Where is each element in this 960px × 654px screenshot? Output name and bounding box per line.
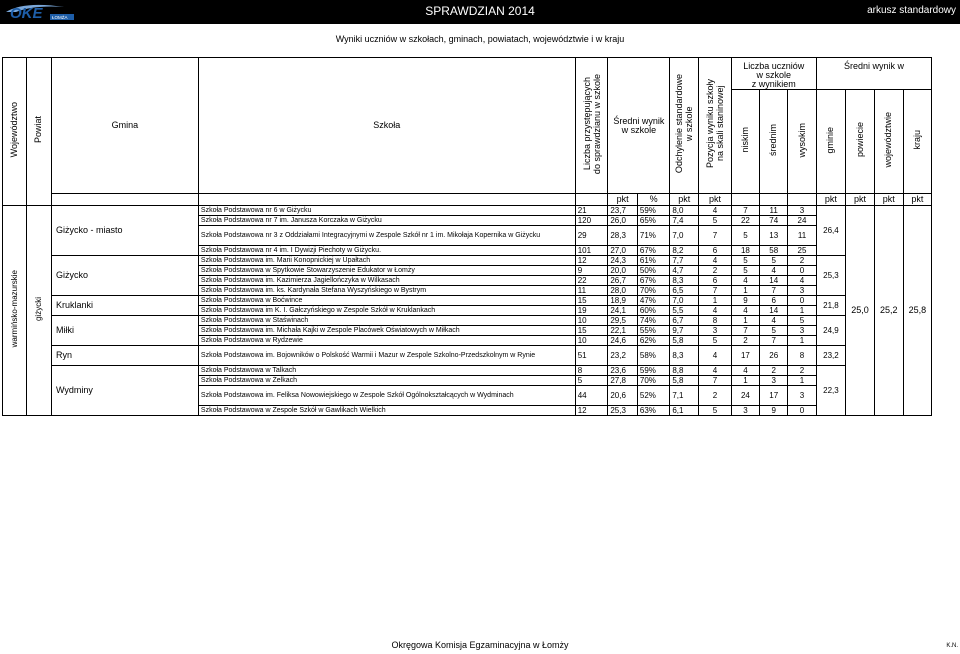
- cell-odchylenie: 6,1: [670, 406, 699, 416]
- cell-odchylenie: 5,5: [670, 306, 699, 316]
- cell-liczba: 21: [575, 206, 608, 216]
- cell-sredni-pct: 60%: [637, 306, 669, 316]
- cell-srednim: 74: [760, 216, 788, 226]
- cell-sredni-pct: 59%: [637, 366, 669, 376]
- cell-szkola: Szkoła Podstawowa im. Feliksa Nowowiejskiego w Zespole Szkół Ogólnokształcących w Wydminach: [198, 386, 575, 406]
- cell-wysokim: 3: [788, 286, 816, 296]
- cell-odchylenie: 5,8: [670, 376, 699, 386]
- cell-sredni-pct: 70%: [637, 286, 669, 296]
- cell-sredni-pkt: 24,3: [608, 256, 638, 266]
- cell-liczba: 11: [575, 286, 608, 296]
- cell-sredni-pct: 71%: [637, 226, 669, 246]
- cell-srednim: 2: [760, 366, 788, 376]
- cell-niskim: 4: [731, 366, 759, 376]
- cell-gmina: Giżycko - miasto: [51, 206, 198, 256]
- cell-stanin: 4: [699, 346, 732, 366]
- cell-stanin: 6: [699, 246, 732, 256]
- cell-wysokim: 0: [788, 266, 816, 276]
- table-row: [3, 206, 960, 216]
- cell-wojewodztwo: warmińsko-mazurskie: [3, 206, 27, 416]
- table-row: [3, 296, 960, 306]
- cell-odchylenie: 9,7: [670, 326, 699, 336]
- table-row: [3, 256, 960, 266]
- cell-sredni-pct: 67%: [637, 246, 669, 256]
- cell-odchylenie: 7,1: [670, 386, 699, 406]
- cell-sredni-pkt: 20,6: [608, 386, 638, 406]
- table-row: [3, 346, 960, 366]
- cell-sredni-pkt: 18,9: [608, 296, 638, 306]
- cell-stanin: 2: [699, 386, 732, 406]
- cell-sredni-pct: 58%: [637, 346, 669, 366]
- cell-odchylenie: 6,5: [670, 286, 699, 296]
- header-bar: [0, 0, 960, 24]
- cell-sredni-pkt: 27,8: [608, 376, 638, 386]
- header-title: SPRAWDZIAN 2014: [425, 4, 535, 18]
- unit-cell-1: %: [637, 194, 669, 206]
- col-liczba-uczniow: Liczba uczniów w szkole z wynikiem: [731, 58, 816, 90]
- cell-liczba: 29: [575, 226, 608, 246]
- cell-srednim: 14: [760, 276, 788, 286]
- cell-niskim: 1: [731, 286, 759, 296]
- cell-wysokim: 24: [788, 216, 816, 226]
- cell-sredni-pkt: 22,1: [608, 326, 638, 336]
- cell-srednim: 4: [760, 266, 788, 276]
- cell-srednim: 58: [760, 246, 788, 256]
- footer-initials: K.N.: [946, 643, 958, 649]
- cell-srednim: 14: [760, 306, 788, 316]
- col-sredni-wynik: Średni wynik w szkole: [608, 58, 670, 194]
- cell-sredni-pct: 47%: [637, 296, 669, 306]
- cell-sredni-pct: 52%: [637, 386, 669, 406]
- col-wojewodztwie: województwie: [874, 90, 903, 194]
- cell-szkola: Szkoła Podstawowa im. Marii Konopnickiej w Upałtach: [198, 256, 575, 266]
- cell-niskim: 1: [731, 376, 759, 386]
- cell-stanin: 4: [699, 306, 732, 316]
- cell-wysokim: 2: [788, 366, 816, 376]
- cell-sredni-pkt: 24,1: [608, 306, 638, 316]
- col-pozycja: Pozycja wyniku szkoły na skali staninowej: [699, 58, 732, 194]
- unit-cell-2: pkt: [670, 194, 699, 206]
- cell-szkola: Szkoła Podstawowa nr 4 im. I Dywizji Piechoty w Giżycku.: [198, 246, 575, 256]
- cell-wysokim: 11: [788, 226, 816, 246]
- cell-odchylenie: 4,7: [670, 266, 699, 276]
- cell-gminie: 21,8: [816, 296, 846, 316]
- cell-odchylenie: 8,3: [670, 276, 699, 286]
- cell-stanin: 8: [699, 316, 732, 326]
- cell-srednim: 26: [760, 346, 788, 366]
- cell-srednim: 6: [760, 296, 788, 306]
- cell-wysokim: 0: [788, 406, 816, 416]
- cell-liczba: 19: [575, 306, 608, 316]
- cell-niskim: 1: [731, 316, 759, 326]
- cell-szkola: Szkoła Podstawowa im. Bojowników o Polskość Warmii i Mazur w Zespole Szkolno-Przedszkolnym w Rynie: [198, 346, 575, 366]
- cell-niskim: 7: [731, 206, 759, 216]
- cell-srednim: 4: [760, 316, 788, 326]
- cell-wynik-kraj: 25,8: [903, 206, 932, 416]
- cell-stanin: 5: [699, 336, 732, 346]
- cell-szkola: Szkoła Podstawowa w Talkach: [198, 366, 575, 376]
- col-wojewodztwo: Województwo: [3, 58, 27, 206]
- cell-szkola: Szkoła Podstawowa w Rydzewie: [198, 336, 575, 346]
- unit-cell-5: [760, 194, 788, 206]
- cell-srednim: 5: [760, 256, 788, 266]
- cell-liczba: 12: [575, 256, 608, 266]
- cell-niskim: 18: [731, 246, 759, 256]
- cell-niskim: 24: [731, 386, 759, 406]
- cell-wysokim: 25: [788, 246, 816, 256]
- cell-wysokim: 3: [788, 326, 816, 336]
- cell-szkola: Szkoła Podstawowa im. Michała Kajki w Zespole Placówek Oświatowych w Miłkach: [198, 326, 575, 336]
- cell-niskim: 4: [731, 276, 759, 286]
- cell-liczba: 101: [575, 246, 608, 256]
- cell-stanin: 7: [699, 376, 732, 386]
- cell-odchylenie: 8,2: [670, 246, 699, 256]
- cell-gmina: Giżycko: [51, 256, 198, 296]
- cell-niskim: 4: [731, 306, 759, 316]
- table-row: [3, 366, 960, 376]
- cell-odchylenie: 5,8: [670, 336, 699, 346]
- cell-odchylenie: 7,4: [670, 216, 699, 226]
- cell-gminie: 25,3: [816, 256, 846, 296]
- cell-gminie: 23,2: [816, 346, 846, 366]
- col-gmina: Gmina: [51, 58, 198, 194]
- cell-szkola: Szkoła Podstawowa w Staświnach: [198, 316, 575, 326]
- cell-gmina: Miłki: [51, 316, 198, 346]
- unit-cell-10: pkt: [903, 194, 932, 206]
- cell-liczba: 10: [575, 316, 608, 326]
- cell-niskim: 5: [731, 256, 759, 266]
- unit-cell-6: [788, 194, 816, 206]
- cell-sredni-pct: 65%: [637, 216, 669, 226]
- header-sheet-type: arkusz standardowy: [867, 5, 956, 16]
- cell-odchylenie: 8,0: [670, 206, 699, 216]
- cell-stanin: 5: [699, 406, 732, 416]
- cell-srednim: 13: [760, 226, 788, 246]
- cell-stanin: 3: [699, 326, 732, 336]
- cell-liczba: 8: [575, 366, 608, 376]
- cell-sredni-pct: 70%: [637, 376, 669, 386]
- cell-srednim: 3: [760, 376, 788, 386]
- col-szkola: Szkoła: [198, 58, 575, 194]
- cell-sredni-pkt: 26,0: [608, 216, 638, 226]
- cell-odchylenie: 8,3: [670, 346, 699, 366]
- cell-niskim: 22: [731, 216, 759, 226]
- unit-cell-7: pkt: [816, 194, 846, 206]
- cell-szkola: Szkoła Podstawowa im. ks. Kardynała Stefana Wyszyńskiego w Bystrym: [198, 286, 575, 296]
- cell-szkola: Szkoła Podstawowa nr 7 im. Janusza Korczaka w Giżycku: [198, 216, 575, 226]
- cell-stanin: 2: [699, 266, 732, 276]
- cell-stanin: 1: [699, 296, 732, 306]
- cell-wysokim: 1: [788, 336, 816, 346]
- cell-stanin: 5: [699, 216, 732, 226]
- cell-sredni-pct: 62%: [637, 336, 669, 346]
- cell-sredni-pkt: 20,0: [608, 266, 638, 276]
- cell-liczba: 15: [575, 296, 608, 306]
- cell-niskim: 2: [731, 336, 759, 346]
- col-gminie: gminie: [816, 90, 846, 194]
- cell-sredni-pkt: 27,0: [608, 246, 638, 256]
- cell-niskim: 7: [731, 326, 759, 336]
- cell-wynik-powiat: 25,0: [846, 206, 875, 416]
- col-odchylenie: Odchylenie standardowe w szkole: [670, 58, 699, 194]
- cell-stanin: 4: [699, 256, 732, 266]
- col-wysokim: wysokim: [788, 90, 816, 194]
- footer-organization: Okręgowa Komisja Egzaminacyjna w Łomży: [391, 640, 569, 650]
- unit-cell-3: pkt: [699, 194, 732, 206]
- cell-liczba: 22: [575, 276, 608, 286]
- col-niskim: niskim: [731, 90, 759, 194]
- cell-wynik-wojewodztwo: 25,2: [874, 206, 903, 416]
- cell-sredni-pct: 50%: [637, 266, 669, 276]
- unit-szkola-blank: [198, 194, 575, 206]
- unit-cell-9: pkt: [874, 194, 903, 206]
- cell-odchylenie: 6,7: [670, 316, 699, 326]
- cell-stanin: 6: [699, 276, 732, 286]
- results-table: [2, 57, 960, 416]
- cell-odchylenie: 7,7: [670, 256, 699, 266]
- cell-gminie: 22,3: [816, 366, 846, 416]
- cell-liczba: 15: [575, 326, 608, 336]
- logo-subtext: ŁOMŻA: [52, 15, 68, 20]
- cell-srednim: 7: [760, 336, 788, 346]
- cell-sredni-pkt: 28,3: [608, 226, 638, 246]
- table-row: [3, 316, 960, 326]
- cell-niskim: 3: [731, 406, 759, 416]
- cell-stanin: 4: [699, 206, 732, 216]
- unit-cell-0: pkt: [608, 194, 638, 206]
- cell-srednim: 5: [760, 326, 788, 336]
- cell-sredni-pkt: 24,6: [608, 336, 638, 346]
- cell-szkola: Szkoła Podstawowa w Boćwince: [198, 296, 575, 306]
- cell-niskim: 9: [731, 296, 759, 306]
- cell-liczba: 12: [575, 406, 608, 416]
- cell-szkola: Szkoła Podstawowa im K. I. Gałczyńskiego w Zespole Szkół w Kruklankach: [198, 306, 575, 316]
- cell-szkola: Szkoła Podstawowa im. Kazimierza Jagiellończyka w Wilkasach: [198, 276, 575, 286]
- unit-cell-8: pkt: [846, 194, 875, 206]
- cell-sredni-pkt: 29,5: [608, 316, 638, 326]
- cell-niskim: 5: [731, 226, 759, 246]
- cell-wysokim: 1: [788, 376, 816, 386]
- cell-sredni-pct: 63%: [637, 406, 669, 416]
- logo-text: OKE: [10, 5, 43, 21]
- cell-szkola: Szkoła Podstawowa nr 6 w Giżycku: [198, 206, 575, 216]
- cell-wysokim: 4: [788, 276, 816, 286]
- cell-odchylenie: 7,0: [670, 296, 699, 306]
- cell-srednim: 17: [760, 386, 788, 406]
- cell-srednim: 11: [760, 206, 788, 216]
- cell-powiat: giżycki: [26, 206, 51, 416]
- cell-sredni-pkt: 28,0: [608, 286, 638, 296]
- cell-odchylenie: 8,8: [670, 366, 699, 376]
- cell-liczba: 120: [575, 216, 608, 226]
- cell-gminie: 26,4: [816, 206, 846, 256]
- cell-gmina: Kruklanki: [51, 296, 198, 316]
- cell-sredni-pkt: 23,7: [608, 206, 638, 216]
- cell-srednim: 7: [760, 286, 788, 296]
- col-liczba: Liczba przystępujących do sprawdzianu w szkole: [575, 58, 608, 194]
- cell-liczba: 5: [575, 376, 608, 386]
- unit-cell-4: [731, 194, 759, 206]
- cell-szkola: Szkoła Podstawowa w Spytkowie Stowarzyszenie Edukator w Łomży: [198, 266, 575, 276]
- cell-gmina: Ryn: [51, 346, 198, 366]
- cell-wysokim: 5: [788, 316, 816, 326]
- unit-gmina-blank: [51, 194, 198, 206]
- cell-liczba: 51: [575, 346, 608, 366]
- cell-stanin: 7: [699, 286, 732, 296]
- cell-sredni-pct: 55%: [637, 326, 669, 336]
- cell-liczba: 9: [575, 266, 608, 276]
- col-sredni-w: Średni wynik w: [816, 58, 932, 90]
- unit-liczba-blank: [575, 194, 608, 206]
- cell-sredni-pkt: 23,2: [608, 346, 638, 366]
- cell-liczba: 10: [575, 336, 608, 346]
- cell-sredni-pct: 61%: [637, 256, 669, 266]
- col-powiecie: powiecie: [846, 90, 875, 194]
- cell-sredni-pct: 59%: [637, 206, 669, 216]
- cell-sredni-pct: 74%: [637, 316, 669, 326]
- cell-niskim: 17: [731, 346, 759, 366]
- cell-wysokim: 8: [788, 346, 816, 366]
- cell-stanin: 4: [699, 366, 732, 376]
- cell-gminie: 24,9: [816, 316, 846, 346]
- cell-stanin: 7: [699, 226, 732, 246]
- cell-srednim: 9: [760, 406, 788, 416]
- cell-szkola: Szkoła Podstawowa w Żelkach: [198, 376, 575, 386]
- cell-gmina: Wydminy: [51, 366, 198, 416]
- cell-wysokim: 0: [788, 296, 816, 306]
- cell-sredni-pkt: 25,3: [608, 406, 638, 416]
- col-srednim: średnim: [760, 90, 788, 194]
- cell-szkola: Szkoła Podstawowa nr 3 z Oddziałami Integracyjnymi w Zespole Szkół nr 1 im. Mikołaja Kopernika w Giżycku: [198, 226, 575, 246]
- cell-wysokim: 1: [788, 306, 816, 316]
- cell-wysokim: 3: [788, 386, 816, 406]
- cell-liczba: 44: [575, 386, 608, 406]
- col-kraju: kraju: [903, 90, 932, 194]
- col-powiat: Powiat: [26, 58, 51, 206]
- cell-sredni-pkt: 23,6: [608, 366, 638, 376]
- cell-niskim: 5: [731, 266, 759, 276]
- cell-szkola: Szkoła Podstawowa w Zespole Szkół w Gawlikach Wielkich: [198, 406, 575, 416]
- cell-wysokim: 3: [788, 206, 816, 216]
- cell-sredni-pkt: 26,7: [608, 276, 638, 286]
- cell-wysokim: 2: [788, 256, 816, 266]
- cell-odchylenie: 7,0: [670, 226, 699, 246]
- cell-sredni-pct: 67%: [637, 276, 669, 286]
- page-subtitle: Wyniki uczniów w szkołach, gminach, powiatach, województwie i w kraju: [335, 34, 625, 44]
